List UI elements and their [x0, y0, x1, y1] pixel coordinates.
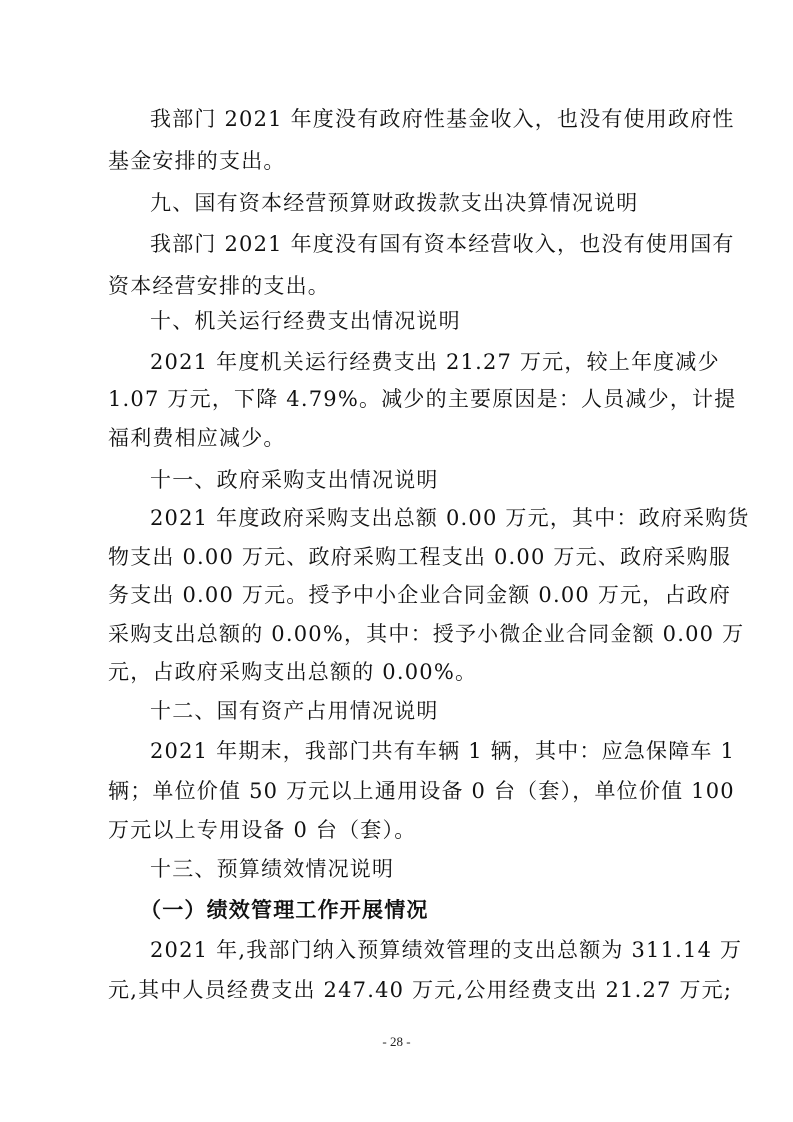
- body-text-line: 2021 年期末，我部门共有车辆 1 辆，其中：应急保障车 1: [150, 739, 736, 763]
- body-text-line: 务支出 0.00 万元。授予中小企业合同金额 0.00 万元，占政府: [108, 583, 732, 607]
- body-text-line: 万元以上专用设备 0 台（套）。: [108, 818, 417, 842]
- body-text-line: 福利费相应减少。: [108, 426, 286, 450]
- body-text-line: 元,其中人员经费支出 247.40 万元,公用经费支出 21.27 万元;: [108, 978, 733, 1002]
- body-text-line: 资本经营安排的支出。: [108, 274, 330, 298]
- section-heading: 十二、国有资产占用情况说明: [150, 699, 439, 723]
- section-heading: 十一、政府采购支出情况说明: [150, 468, 439, 492]
- body-text-line: 采购支出总额的 0.00%，其中：授予小微企业合同金额 0.00 万: [108, 622, 745, 646]
- body-text-line: 我部门 2021 年度没有国有资本经营收入，也没有使用国有: [150, 232, 735, 256]
- section-heading: 十三、预算绩效情况说明: [150, 857, 395, 881]
- section-heading: 九、国有资本经营预算财政拨款支出决算情况说明: [150, 191, 639, 215]
- subsection-heading: （一）绩效管理工作开展情况: [140, 897, 429, 922]
- body-text-line: 2021 年度政府采购支出总额 0.00 万元，其中：政府采购货: [150, 506, 750, 530]
- body-text-line: 我部门 2021 年度没有政府性基金收入，也没有使用政府性: [150, 107, 735, 131]
- body-text-line: 元，占政府采购支出总额的 0.00%。: [108, 660, 478, 684]
- body-text-line: 2021 年,我部门纳入预算绩效管理的支出总额为 311.14 万: [150, 938, 743, 962]
- body-text-line: 2021 年度机关运行经费支出 21.27 万元，较上年度减少: [150, 350, 720, 374]
- body-text-line: 基金安排的支出。: [108, 149, 286, 173]
- body-text-line: 物支出 0.00 万元、政府采购工程支出 0.00 万元、政府采购服: [108, 545, 732, 569]
- body-text-line: 1.07 万元，下降 4.79%。减少的主要原因是：人员减少，计提: [108, 387, 737, 411]
- section-heading: 十、机关运行经费支出情况说明: [150, 309, 461, 333]
- page-number: - 28 -: [382, 1034, 411, 1049]
- body-text-line: 辆；单位价值 50 万元以上通用设备 0 台（套），单位价值 100: [108, 779, 735, 803]
